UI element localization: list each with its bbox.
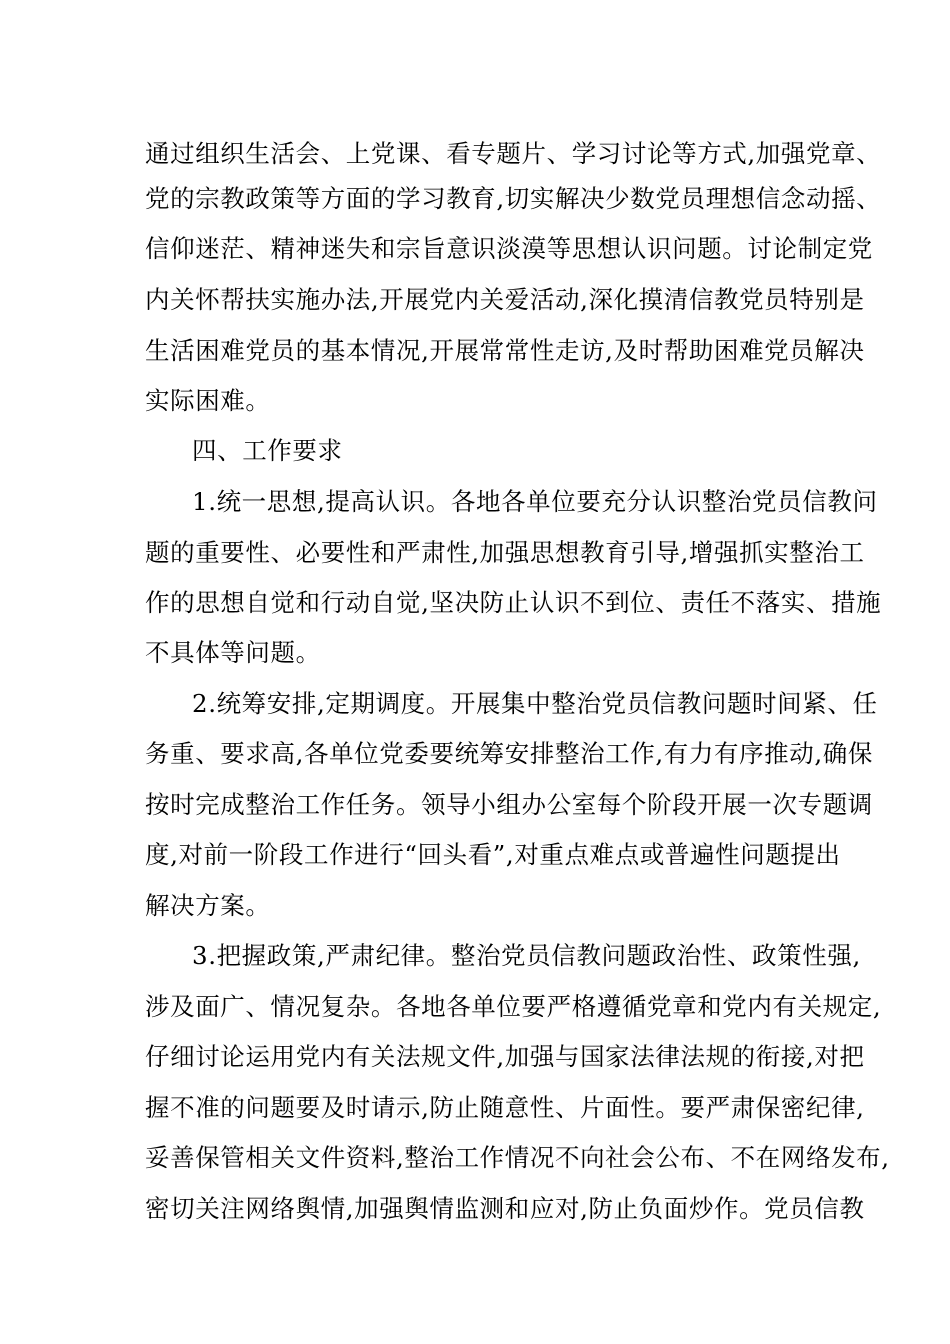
text-line: 涉及面广、情况复杂。各地各单位要严格遵循党章和党内有关规定, (145, 992, 882, 1021)
text-line: 作的思想自觉和行动自觉,坚决防止认识不到位、责任不落实、措施 (145, 588, 882, 617)
text-line: 解决方案。 (145, 891, 271, 920)
text-line: 生活困难党员的基本情况,开展常常性走访,及时帮助困难党员解决 (145, 336, 865, 365)
text-line: 内关怀帮扶实施办法,开展党内关爱活动,深化摸清信教党员特别是 (145, 285, 865, 314)
text-line: 妥善保管相关文件资料,整治工作情况不向社会公布、不在网络发布, (145, 1143, 890, 1172)
text-line: 握不准的问题要及时请示,防止随意性、片面性。要严肃保密纪律, (145, 1093, 865, 1122)
text-line: 信仰迷茫、精神迷失和宗旨意识淡漠等思想认识问题。讨论制定党 (145, 234, 873, 263)
text-line: 仔细讨论运用党内有关法规文件,加强与国家法律法规的衔接,对把 (145, 1042, 865, 1071)
text-line: 1.统一思想,提高认识。各地各单位要充分认识整治党员信教问 (192, 487, 878, 516)
text-line: 题的重要性、必要性和严肃性,加强思想教育引导,增强抓实整治工 (145, 538, 865, 567)
text-line: 不具体等问题。 (145, 638, 321, 667)
text-line: 党的宗教政策等方面的学习教育,切实解决少数党员理想信念动摇、 (145, 184, 882, 213)
text-line: 通过组织生活会、上党课、看专题片、学习讨论等方式,加强党章、 (145, 139, 882, 168)
text-line: 实际困难。 (145, 386, 271, 415)
section-heading: 四、工作要求 (192, 436, 343, 465)
text-line: 2.统筹安排,定期调度。开展集中整治党员信教问题时间紧、任 (192, 689, 878, 718)
text-line: 务重、要求高,各单位党委要统筹安排整治工作,有力有序推动,确保 (145, 739, 873, 768)
text-line: 密切关注网络舆情,加强舆情监测和应对,防止负面炒作。党员信教 (145, 1194, 865, 1223)
text-line: 度,对前一阶段工作进行“回头看”,对重点难点或普遍性问题提出 (145, 840, 841, 869)
text-line: 3.把握政策,严肃纪律。整治党员信教问题政治性、政策性强, (192, 941, 861, 970)
text-line: 按时完成整治工作任务。领导小组办公室每个阶段开展一次专题调 (145, 790, 873, 819)
